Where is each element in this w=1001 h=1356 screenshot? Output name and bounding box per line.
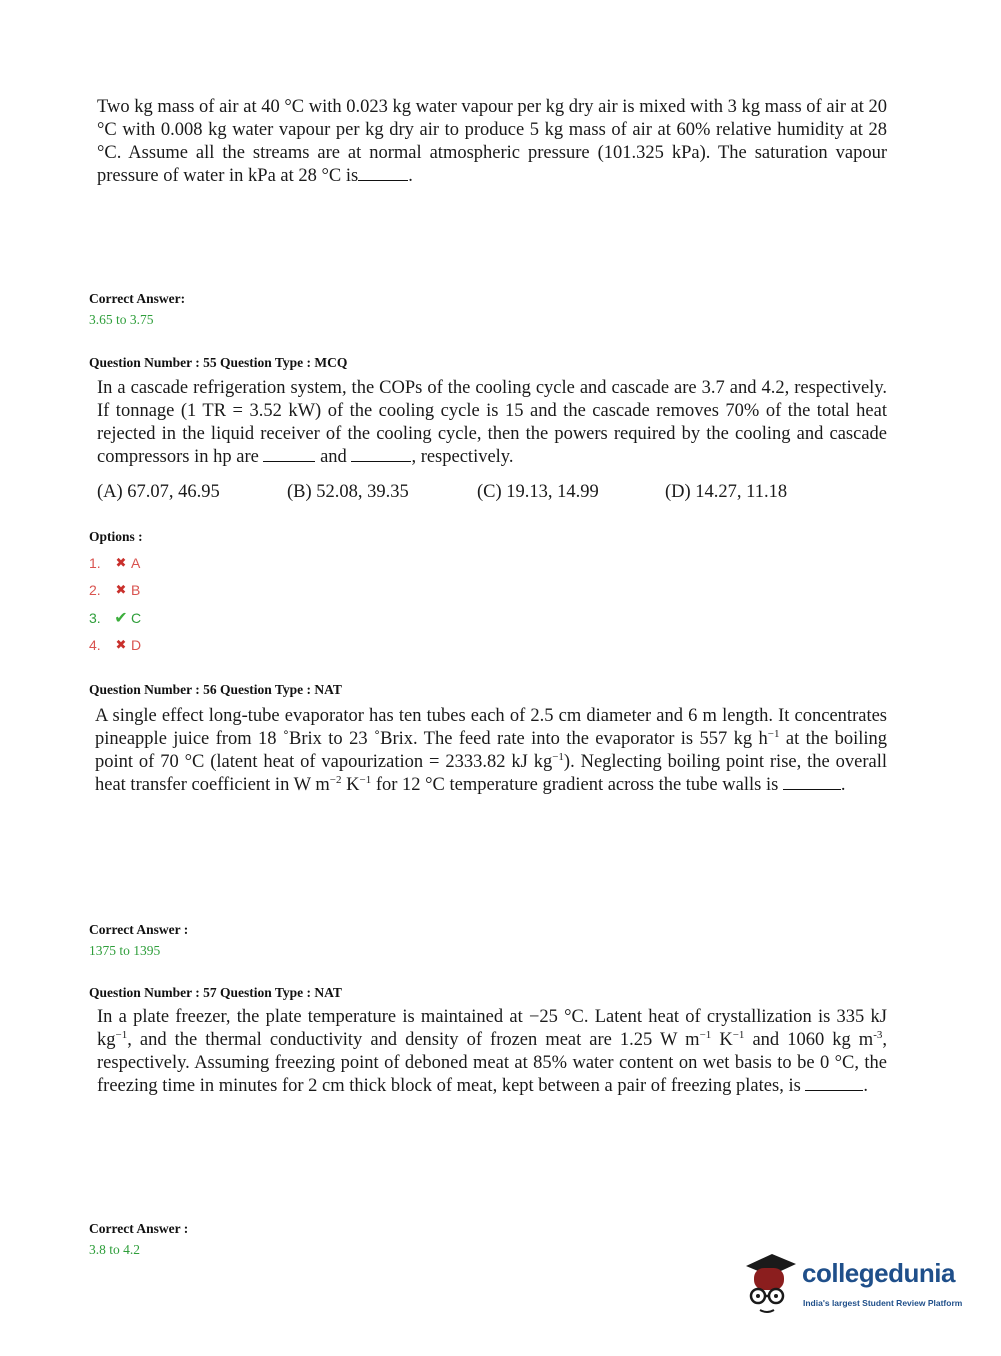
question-56-header: Question Number : 56 Question Type : NAT xyxy=(89,682,342,697)
options-list xyxy=(89,549,141,659)
correct-answer-value: 3.65 to 3.75 xyxy=(89,312,154,327)
choice-b: (B) 52.08, 39.35 xyxy=(287,482,409,502)
question-57-header: Question Number : 57 Question Type : NAT xyxy=(89,985,342,1000)
brand-name: collegedunia xyxy=(802,1258,955,1288)
wrong-icon: ✖ xyxy=(115,582,127,598)
question-55-text: In a cascade refrigeration system, the COPs of the cooling cycle and cascade are 3.7 and 4.2, respectively. If tonnage (1 TR = 3.52 kW) of the cooling cycle is 15 and the cascade removes 70% of the total heat rejected in the liquid receiver of the cooling cycle, then the powers required by the cooling and cascade compressors in hp are and , respectively. xyxy=(97,378,887,467)
choice-a: (A) 67.07, 46.95 xyxy=(97,482,220,502)
question-56-text: A single effect long-tube evaporator has ten tubes each of 2.5 cm diameter and 6 m length. It concentrates pineapple juice from 18 ˚Brix to 23 ˚Brix. The feed rate into the evaporator is 557 kg $h^{-1}$ at the boiling point of 70 °C (latent heat of vapourization = 2333.82 kJ $kg^{-1}$). Neglecting boiling point rise, the overall heat transfer coefficient in W $m^{-2}$ $K^{-1}$ for 12 °C temperature gradient across the tube walls is . xyxy=(95,706,887,795)
option-row: 4. ✖ D xyxy=(89,637,142,654)
option-row: 2. ✖ B xyxy=(89,582,141,599)
correct-answer-label: Correct Answer : xyxy=(89,1221,189,1236)
option-row: 1. ✖ A xyxy=(89,554,141,571)
correct-answer-value: 3.8 to 4.2 xyxy=(89,1242,141,1257)
brand-tagline: India's largest Student Review Platform xyxy=(803,1298,963,1308)
wrong-icon: ✖ xyxy=(115,554,127,570)
choice-c: (C) 19.13, 14.99 xyxy=(477,482,599,502)
correct-answer-label: Correct Answer: xyxy=(89,291,186,306)
option-row: 3. ✔ C xyxy=(89,609,142,627)
correct-answer-value: 1375 to 1395 xyxy=(89,943,161,958)
question-55-choices xyxy=(97,482,887,506)
options-label: Options : xyxy=(89,529,143,544)
choice-d: (D) 14.27, 11.18 xyxy=(665,482,788,502)
question-54-text: Two kg mass of air at 40 °C with 0.023 kg water vapour per kg dry air is mixed with 3 kg mass of air at 20 °C with 0.008 kg water vapour per kg dry air to produce 5 kg mass of air at 60% relative humidity at 28 °C. Assume all the streams are at normal atmospheric pressure (101.325 kPa). The saturation vapour pressure of water in kPa at 28 °C is . xyxy=(97,97,887,186)
correct-check-icon: ✔ xyxy=(114,609,128,627)
wrong-icon: ✖ xyxy=(115,637,127,653)
question-57-text: In a plate freezer, the plate temperature is maintained at −25 °C. Latent heat of crystallization is 335 kJ $kg^{-1}$, and the thermal conductivity and density of frozen meat are 1.25 W $m^{-1}$ $K^{-1}$ and 1060 kg $m^{-3}$, respectively. Assuming freezing point of deboned meat at 85% water content on wet basis to be 0 °C, the freezing time in minutes for 2 cm thick block of meat, kept between a pair of freezing plates, is . xyxy=(97,1007,887,1096)
mascot-icon xyxy=(742,1248,798,1318)
correct-answer-label: Correct Answer : xyxy=(89,922,189,937)
question-55-header: Question Number : 55 Question Type : MCQ xyxy=(89,355,348,370)
collegedunia-logo xyxy=(742,1248,972,1318)
